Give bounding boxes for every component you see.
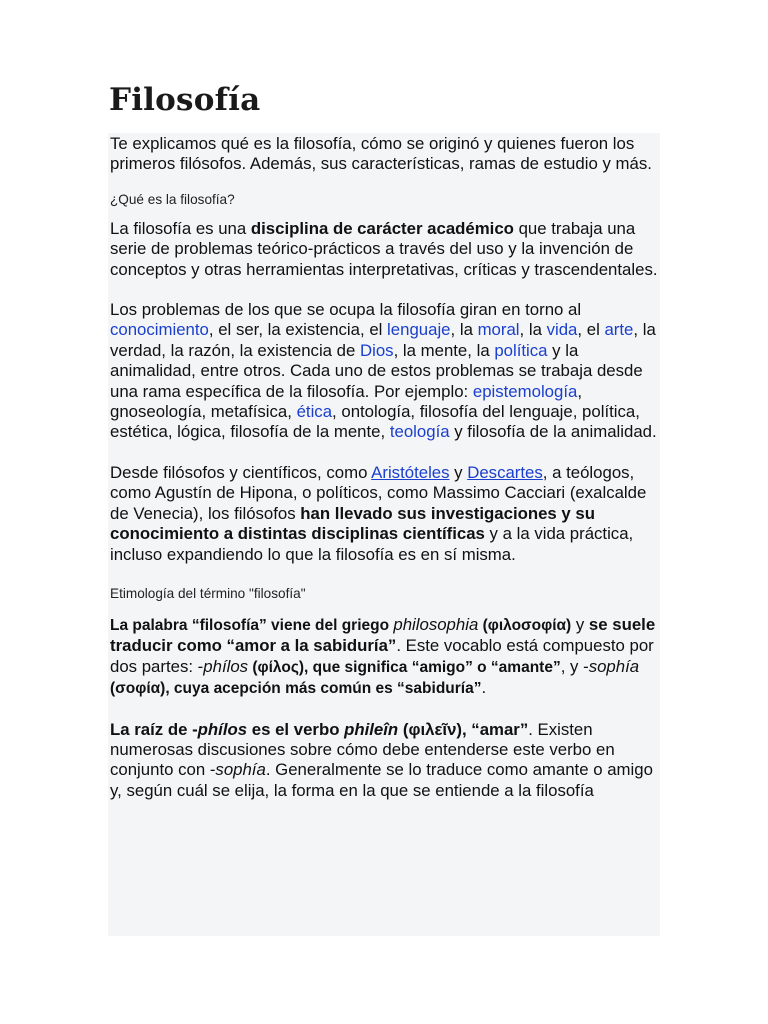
link-moral[interactable]: moral — [477, 320, 520, 340]
link-etica[interactable]: ética — [296, 402, 333, 422]
link-aristoteles[interactable]: Aristóteles — [371, 462, 450, 482]
link-arte[interactable]: arte — [604, 320, 634, 340]
bold-phrase: disciplina de carácter académico — [250, 218, 514, 238]
link-dios[interactable]: Dios — [360, 340, 394, 360]
link-politica[interactable]: política — [494, 340, 548, 360]
link-teologia[interactable]: teología — [389, 422, 450, 442]
paragraph-root: La raíz de -phílos es el verbo phileîn (φιλεῖν), “amar”. Existen numerosas discusiones sobre cómo debe entenderse este verbo en conjunto con -sophía. Generalmente se lo traduce como amante o amigo y, según cuál se elija, la forma en la que se entiende a la filosofía — [110, 719, 653, 800]
intro-paragraph: Te explicamos qué es la filosofía, cómo se originó y quienes fueron los primeros filósofos. Además, sus características, ramas de estudio y más. — [110, 134, 652, 174]
link-conocimiento[interactable]: conocimiento — [110, 320, 209, 340]
link-descartes[interactable]: Descartes — [467, 462, 543, 482]
page-title: Filosofía — [109, 82, 261, 118]
paragraph-etymology: La palabra “filosofía” viene del griego philosophia (φιλοσοφία) y se suele traducir como “amor a la sabiduría”. Este vocablo está compuesto por dos partes: -phílos (φίλος), que significa “amigo” o “amante”, y -sophía (σοφία), cuya acepción más común es “sabiduría”. — [110, 614, 656, 698]
section-heading-que-es: ¿Qué es la filosofía? — [110, 191, 235, 207]
link-vida[interactable]: vida — [546, 320, 578, 340]
paragraph-philosophers: Desde filósofos y científicos, como Aristóteles y Descartes, a teólogos, como Agustín de Hipona, o políticos, como Massimo Cacciari (exalcalde de Venecia), los filósofos han llevado sus investigaciones y su conocimiento a distintas disciplinas científicas y a la vida práctica, incluso expandiendo lo que la filosofía es en sí misma. — [110, 462, 647, 564]
bold-phrase: se suele traducir como “amor a la sabiduría” — [110, 614, 656, 656]
paragraph-problems: Los problemas de los que se ocupa la filosofía giran en torno al conocimiento, el ser, la existencia, el lenguaje, la moral, la vida, el arte, la verdad, la razón, la existencia de Dios, la mente, la política y la animalidad, entre otros. Cada uno de estos problemas se trabaja desde una rama específica de la filosofía. Por ejemplo: epistemología, gnoseología, metafísica, ética, ontología, filosofía del lenguaje, política, estética, lógica, filosofía de la mente, teología y filosofía de la animalidad. — [110, 300, 657, 442]
link-epistemologia[interactable]: epistemología — [472, 381, 578, 401]
section-heading-etimologia: Etimología del término "filosofía" — [110, 585, 306, 601]
paragraph-definition: La filosofía es una disciplina de carácter académico que trabaja una serie de problemas teórico-prácticos a través del uso y la invención de conceptos y otras herramientas interpretativas, críticas y trascendentales. — [110, 218, 658, 279]
link-lenguaje[interactable]: lenguaje — [387, 320, 451, 340]
article-body — [108, 133, 660, 936]
bold-phrase: han llevado sus investigaciones y su conocimiento a distintas disciplinas científicas — [110, 503, 596, 544]
